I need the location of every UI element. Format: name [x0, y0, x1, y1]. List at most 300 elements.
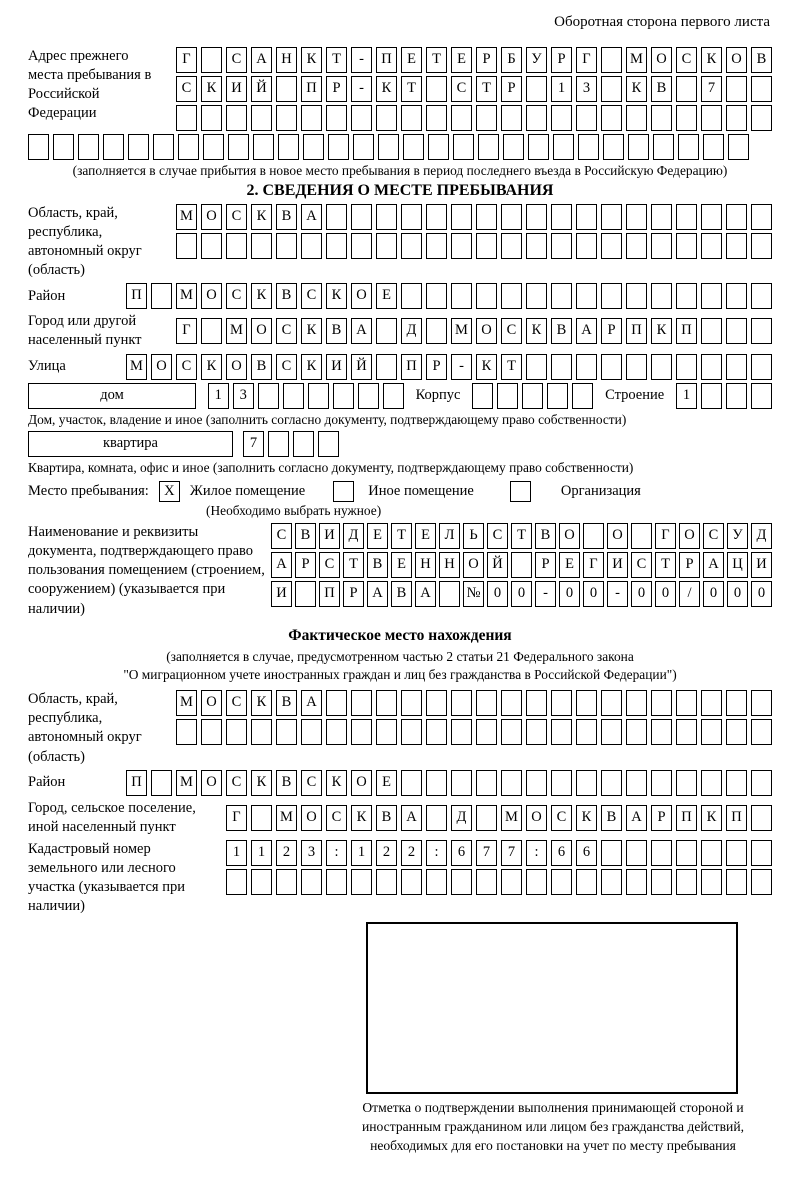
char-cell[interactable]: : [426, 840, 447, 866]
char-cell[interactable]: С [226, 47, 247, 73]
char-cell[interactable] [651, 354, 672, 380]
char-cell[interactable]: В [251, 354, 272, 380]
char-cell[interactable]: К [201, 76, 222, 102]
char-cell[interactable] [576, 690, 597, 716]
char-cell[interactable] [601, 770, 622, 796]
char-cell[interactable]: С [276, 354, 297, 380]
char-cell[interactable]: К [651, 318, 672, 344]
char-cell[interactable]: 0 [631, 581, 652, 607]
char-cell[interactable] [726, 76, 747, 102]
char-cell[interactable]: К [701, 805, 722, 831]
char-cell[interactable] [128, 134, 149, 160]
char-cell[interactable] [333, 383, 354, 409]
char-cell[interactable]: О [301, 805, 322, 831]
char-cell[interactable] [751, 869, 772, 895]
char-cell[interactable]: Р [476, 47, 497, 73]
char-cell[interactable]: Т [476, 76, 497, 102]
char-cell[interactable] [726, 869, 747, 895]
char-cell[interactable] [426, 283, 447, 309]
char-cell[interactable]: А [251, 47, 272, 73]
char-cell[interactable]: 6 [551, 840, 572, 866]
char-cell[interactable]: 0 [655, 581, 676, 607]
char-cell[interactable]: Е [559, 552, 580, 578]
char-cell[interactable] [701, 105, 722, 131]
char-cell[interactable]: 2 [376, 840, 397, 866]
char-cell[interactable] [526, 204, 547, 230]
char-cell[interactable]: В [276, 690, 297, 716]
char-cell[interactable] [601, 105, 622, 131]
char-cell[interactable]: - [351, 47, 372, 73]
char-cell[interactable]: В [651, 76, 672, 102]
char-cell[interactable]: С [631, 552, 652, 578]
char-cell[interactable] [626, 233, 647, 259]
char-cell[interactable]: П [301, 76, 322, 102]
char-cell[interactable] [651, 840, 672, 866]
char-cell[interactable] [526, 719, 547, 745]
char-cell[interactable]: Д [401, 318, 422, 344]
char-cell[interactable]: Г [655, 523, 676, 549]
char-cell[interactable]: А [415, 581, 436, 607]
char-cell[interactable]: И [751, 552, 772, 578]
char-cell[interactable]: П [676, 805, 697, 831]
char-cell[interactable]: П [626, 318, 647, 344]
checkbox-other-premises[interactable] [333, 481, 354, 502]
char-cell[interactable]: А [301, 690, 322, 716]
char-cell[interactable] [626, 354, 647, 380]
char-cell[interactable]: : [326, 840, 347, 866]
char-cell[interactable] [626, 869, 647, 895]
char-cell[interactable]: С [451, 76, 472, 102]
char-cell[interactable]: О [251, 318, 272, 344]
char-cell[interactable] [453, 134, 474, 160]
char-cell[interactable] [451, 690, 472, 716]
char-cell[interactable] [501, 690, 522, 716]
char-cell[interactable]: 6 [576, 840, 597, 866]
char-cell[interactable] [251, 805, 272, 831]
char-cell[interactable] [476, 690, 497, 716]
char-cell[interactable] [351, 233, 372, 259]
char-cell[interactable]: М [451, 318, 472, 344]
char-cell[interactable]: П [319, 581, 340, 607]
char-cell[interactable] [751, 840, 772, 866]
char-cell[interactable] [676, 204, 697, 230]
char-cell[interactable] [501, 233, 522, 259]
char-cell[interactable] [276, 105, 297, 131]
char-cell[interactable] [601, 719, 622, 745]
char-cell[interactable] [701, 690, 722, 716]
char-cell[interactable]: О [726, 47, 747, 73]
char-cell[interactable] [476, 204, 497, 230]
char-cell[interactable]: О [607, 523, 628, 549]
char-cell[interactable]: А [301, 204, 322, 230]
char-cell[interactable]: С [176, 76, 197, 102]
char-cell[interactable] [426, 318, 447, 344]
char-cell[interactable] [251, 869, 272, 895]
char-cell[interactable]: К [301, 47, 322, 73]
char-cell[interactable] [726, 770, 747, 796]
char-cell[interactable] [301, 719, 322, 745]
char-cell[interactable]: К [326, 283, 347, 309]
char-cell[interactable] [626, 204, 647, 230]
char-cell[interactable] [701, 770, 722, 796]
char-cell[interactable]: С [487, 523, 508, 549]
char-cell[interactable]: Р [326, 76, 347, 102]
char-cell[interactable] [751, 105, 772, 131]
char-cell[interactable]: 0 [727, 581, 748, 607]
char-cell[interactable] [651, 233, 672, 259]
char-cell[interactable] [726, 354, 747, 380]
char-cell[interactable] [326, 233, 347, 259]
char-cell[interactable] [676, 690, 697, 716]
char-cell[interactable]: К [301, 318, 322, 344]
char-cell[interactable] [526, 770, 547, 796]
char-cell[interactable]: М [176, 204, 197, 230]
char-cell[interactable]: О [679, 523, 700, 549]
char-cell[interactable]: / [679, 581, 700, 607]
char-cell[interactable] [676, 770, 697, 796]
char-cell[interactable] [576, 719, 597, 745]
char-cell[interactable] [476, 283, 497, 309]
char-cell[interactable]: Т [326, 47, 347, 73]
char-cell[interactable]: Ц [727, 552, 748, 578]
char-cell[interactable] [401, 204, 422, 230]
char-cell[interactable] [476, 233, 497, 259]
char-cell[interactable] [701, 719, 722, 745]
char-cell[interactable]: В [276, 283, 297, 309]
char-cell[interactable] [626, 105, 647, 131]
char-cell[interactable]: С [501, 318, 522, 344]
char-cell[interactable]: - [351, 76, 372, 102]
char-cell[interactable] [578, 134, 599, 160]
char-cell[interactable]: О [201, 690, 222, 716]
char-cell[interactable] [226, 105, 247, 131]
char-cell[interactable]: А [626, 805, 647, 831]
char-cell[interactable]: С [676, 47, 697, 73]
char-cell[interactable] [631, 523, 652, 549]
char-cell[interactable] [526, 283, 547, 309]
char-cell[interactable]: № [463, 581, 484, 607]
char-cell[interactable] [751, 690, 772, 716]
char-cell[interactable]: Р [501, 76, 522, 102]
char-cell[interactable] [526, 76, 547, 102]
char-cell[interactable] [551, 283, 572, 309]
char-cell[interactable]: Р [535, 552, 556, 578]
char-cell[interactable]: О [351, 770, 372, 796]
char-cell[interactable]: 7 [476, 840, 497, 866]
char-cell[interactable] [601, 47, 622, 73]
char-cell[interactable]: М [226, 318, 247, 344]
char-cell[interactable]: А [271, 552, 292, 578]
char-cell[interactable] [401, 869, 422, 895]
char-cell[interactable] [626, 283, 647, 309]
char-cell[interactable] [376, 318, 397, 344]
char-cell[interactable] [551, 719, 572, 745]
char-cell[interactable] [303, 134, 324, 160]
char-cell[interactable] [226, 233, 247, 259]
char-cell[interactable] [726, 719, 747, 745]
char-cell[interactable]: С [276, 318, 297, 344]
char-cell[interactable]: Е [367, 523, 388, 549]
char-cell[interactable]: А [703, 552, 724, 578]
char-cell[interactable]: К [251, 204, 272, 230]
char-cell[interactable]: М [176, 690, 197, 716]
char-cell[interactable]: А [576, 318, 597, 344]
char-cell[interactable] [726, 318, 747, 344]
char-cell[interactable] [428, 134, 449, 160]
char-cell[interactable]: С [301, 770, 322, 796]
char-cell[interactable] [201, 318, 222, 344]
char-cell[interactable]: К [326, 770, 347, 796]
char-cell[interactable] [278, 134, 299, 160]
char-cell[interactable]: П [376, 47, 397, 73]
char-cell[interactable] [503, 134, 524, 160]
char-cell[interactable] [528, 134, 549, 160]
char-cell[interactable] [476, 805, 497, 831]
char-cell[interactable]: П [126, 770, 147, 796]
char-cell[interactable]: С [301, 283, 322, 309]
char-cell[interactable] [651, 204, 672, 230]
char-cell[interactable] [276, 869, 297, 895]
char-cell[interactable] [583, 523, 604, 549]
char-cell[interactable]: С [319, 552, 340, 578]
char-cell[interactable] [401, 719, 422, 745]
char-cell[interactable]: Г [576, 47, 597, 73]
char-cell[interactable]: Й [487, 552, 508, 578]
char-cell[interactable] [497, 383, 518, 409]
char-cell[interactable]: 6 [451, 840, 472, 866]
char-cell[interactable] [53, 134, 74, 160]
char-cell[interactable]: Н [415, 552, 436, 578]
char-cell[interactable]: М [501, 805, 522, 831]
char-cell[interactable] [576, 233, 597, 259]
char-cell[interactable]: С [226, 204, 247, 230]
char-cell[interactable] [628, 134, 649, 160]
char-cell[interactable]: Т [501, 354, 522, 380]
char-cell[interactable]: В [535, 523, 556, 549]
char-cell[interactable]: 3 [301, 840, 322, 866]
char-cell[interactable]: - [607, 581, 628, 607]
char-cell[interactable]: О [463, 552, 484, 578]
char-cell[interactable]: 0 [583, 581, 604, 607]
char-cell[interactable]: К [526, 318, 547, 344]
char-cell[interactable] [401, 770, 422, 796]
char-cell[interactable]: Р [679, 552, 700, 578]
char-cell[interactable] [601, 204, 622, 230]
char-cell[interactable] [501, 204, 522, 230]
char-cell[interactable] [678, 134, 699, 160]
char-cell[interactable] [676, 105, 697, 131]
char-cell[interactable] [601, 283, 622, 309]
char-cell[interactable] [551, 204, 572, 230]
char-cell[interactable]: Т [401, 76, 422, 102]
char-cell[interactable] [476, 105, 497, 131]
char-cell[interactable] [726, 204, 747, 230]
char-cell[interactable]: У [526, 47, 547, 73]
char-cell[interactable] [378, 134, 399, 160]
char-cell[interactable]: О [151, 354, 172, 380]
char-cell[interactable] [551, 770, 572, 796]
char-cell[interactable]: Р [601, 318, 622, 344]
char-cell[interactable] [228, 134, 249, 160]
char-cell[interactable] [626, 690, 647, 716]
char-cell[interactable] [326, 204, 347, 230]
char-cell[interactable] [426, 76, 447, 102]
char-cell[interactable]: 7 [243, 431, 264, 457]
char-cell[interactable] [726, 233, 747, 259]
char-cell[interactable] [676, 719, 697, 745]
checkbox-organization[interactable] [510, 481, 531, 502]
char-cell[interactable]: Р [551, 47, 572, 73]
char-cell[interactable] [726, 690, 747, 716]
char-cell[interactable] [376, 354, 397, 380]
char-cell[interactable] [676, 233, 697, 259]
char-cell[interactable] [751, 770, 772, 796]
char-cell[interactable]: О [201, 283, 222, 309]
char-cell[interactable]: 1 [208, 383, 229, 409]
char-cell[interactable]: Р [426, 354, 447, 380]
char-cell[interactable]: К [626, 76, 647, 102]
char-cell[interactable]: С [271, 523, 292, 549]
char-cell[interactable]: К [251, 283, 272, 309]
char-cell[interactable]: А [367, 581, 388, 607]
char-cell[interactable]: Б [501, 47, 522, 73]
char-cell[interactable] [553, 134, 574, 160]
char-cell[interactable]: 1 [251, 840, 272, 866]
char-cell[interactable] [751, 283, 772, 309]
char-cell[interactable] [576, 105, 597, 131]
char-cell[interactable]: В [391, 581, 412, 607]
char-cell[interactable]: П [401, 354, 422, 380]
char-cell[interactable]: Н [276, 47, 297, 73]
char-cell[interactable]: М [176, 283, 197, 309]
char-cell[interactable] [551, 690, 572, 716]
char-cell[interactable] [153, 134, 174, 160]
char-cell[interactable] [383, 383, 404, 409]
char-cell[interactable] [726, 840, 747, 866]
char-cell[interactable] [326, 105, 347, 131]
char-cell[interactable] [626, 719, 647, 745]
char-cell[interactable] [376, 869, 397, 895]
char-cell[interactable] [318, 431, 339, 457]
char-cell[interactable] [751, 233, 772, 259]
char-cell[interactable] [451, 770, 472, 796]
char-cell[interactable] [376, 105, 397, 131]
char-cell[interactable] [576, 869, 597, 895]
char-cell[interactable] [601, 354, 622, 380]
char-cell[interactable] [651, 770, 672, 796]
char-cell[interactable] [676, 869, 697, 895]
char-cell[interactable] [651, 690, 672, 716]
char-cell[interactable]: О [201, 770, 222, 796]
char-cell[interactable] [176, 105, 197, 131]
char-cell[interactable] [601, 690, 622, 716]
char-cell[interactable]: К [351, 805, 372, 831]
char-cell[interactable] [501, 105, 522, 131]
char-cell[interactable] [701, 869, 722, 895]
char-cell[interactable]: С [551, 805, 572, 831]
char-cell[interactable]: П [676, 318, 697, 344]
char-cell[interactable] [451, 283, 472, 309]
char-cell[interactable] [472, 383, 493, 409]
char-cell[interactable]: О [476, 318, 497, 344]
char-cell[interactable]: - [535, 581, 556, 607]
char-cell[interactable] [576, 354, 597, 380]
char-cell[interactable] [426, 690, 447, 716]
char-cell[interactable]: Е [451, 47, 472, 73]
char-cell[interactable]: Ь [463, 523, 484, 549]
char-cell[interactable]: 0 [703, 581, 724, 607]
char-cell[interactable]: А [351, 318, 372, 344]
char-cell[interactable] [651, 283, 672, 309]
char-cell[interactable] [326, 869, 347, 895]
char-cell[interactable]: Д [451, 805, 472, 831]
char-cell[interactable]: : [526, 840, 547, 866]
char-cell[interactable]: С [176, 354, 197, 380]
char-cell[interactable]: И [326, 354, 347, 380]
char-cell[interactable]: М [176, 770, 197, 796]
char-cell[interactable] [276, 719, 297, 745]
char-cell[interactable]: В [376, 805, 397, 831]
char-cell[interactable] [226, 719, 247, 745]
char-cell[interactable] [28, 134, 49, 160]
char-cell[interactable] [268, 431, 289, 457]
char-cell[interactable] [751, 354, 772, 380]
char-cell[interactable] [301, 105, 322, 131]
char-cell[interactable]: Т [343, 552, 364, 578]
char-cell[interactable] [351, 690, 372, 716]
char-cell[interactable] [701, 354, 722, 380]
char-cell[interactable] [308, 383, 329, 409]
char-cell[interactable] [201, 233, 222, 259]
char-cell[interactable] [451, 105, 472, 131]
char-cell[interactable] [526, 105, 547, 131]
checkbox-residential[interactable]: X [159, 481, 180, 502]
char-cell[interactable]: В [326, 318, 347, 344]
char-cell[interactable] [328, 134, 349, 160]
char-cell[interactable]: И [271, 581, 292, 607]
char-cell[interactable] [401, 105, 422, 131]
char-cell[interactable] [576, 204, 597, 230]
char-cell[interactable] [358, 383, 379, 409]
char-cell[interactable] [376, 719, 397, 745]
char-cell[interactable] [551, 105, 572, 131]
char-cell[interactable] [501, 283, 522, 309]
char-cell[interactable]: 0 [511, 581, 532, 607]
char-cell[interactable] [178, 134, 199, 160]
char-cell[interactable] [403, 134, 424, 160]
char-cell[interactable]: О [351, 283, 372, 309]
char-cell[interactable]: Г [226, 805, 247, 831]
char-cell[interactable] [751, 76, 772, 102]
char-cell[interactable]: К [201, 354, 222, 380]
char-cell[interactable]: Т [655, 552, 676, 578]
char-cell[interactable] [701, 383, 722, 409]
char-cell[interactable]: 3 [576, 76, 597, 102]
char-cell[interactable] [551, 869, 572, 895]
char-cell[interactable] [301, 233, 322, 259]
char-cell[interactable] [751, 805, 772, 831]
char-cell[interactable]: Т [426, 47, 447, 73]
char-cell[interactable] [526, 869, 547, 895]
char-cell[interactable] [451, 719, 472, 745]
char-cell[interactable]: Г [176, 47, 197, 73]
char-cell[interactable] [151, 283, 172, 309]
char-cell[interactable] [376, 204, 397, 230]
char-cell[interactable]: 7 [701, 76, 722, 102]
char-cell[interactable]: Т [511, 523, 532, 549]
char-cell[interactable] [203, 134, 224, 160]
char-cell[interactable] [701, 840, 722, 866]
